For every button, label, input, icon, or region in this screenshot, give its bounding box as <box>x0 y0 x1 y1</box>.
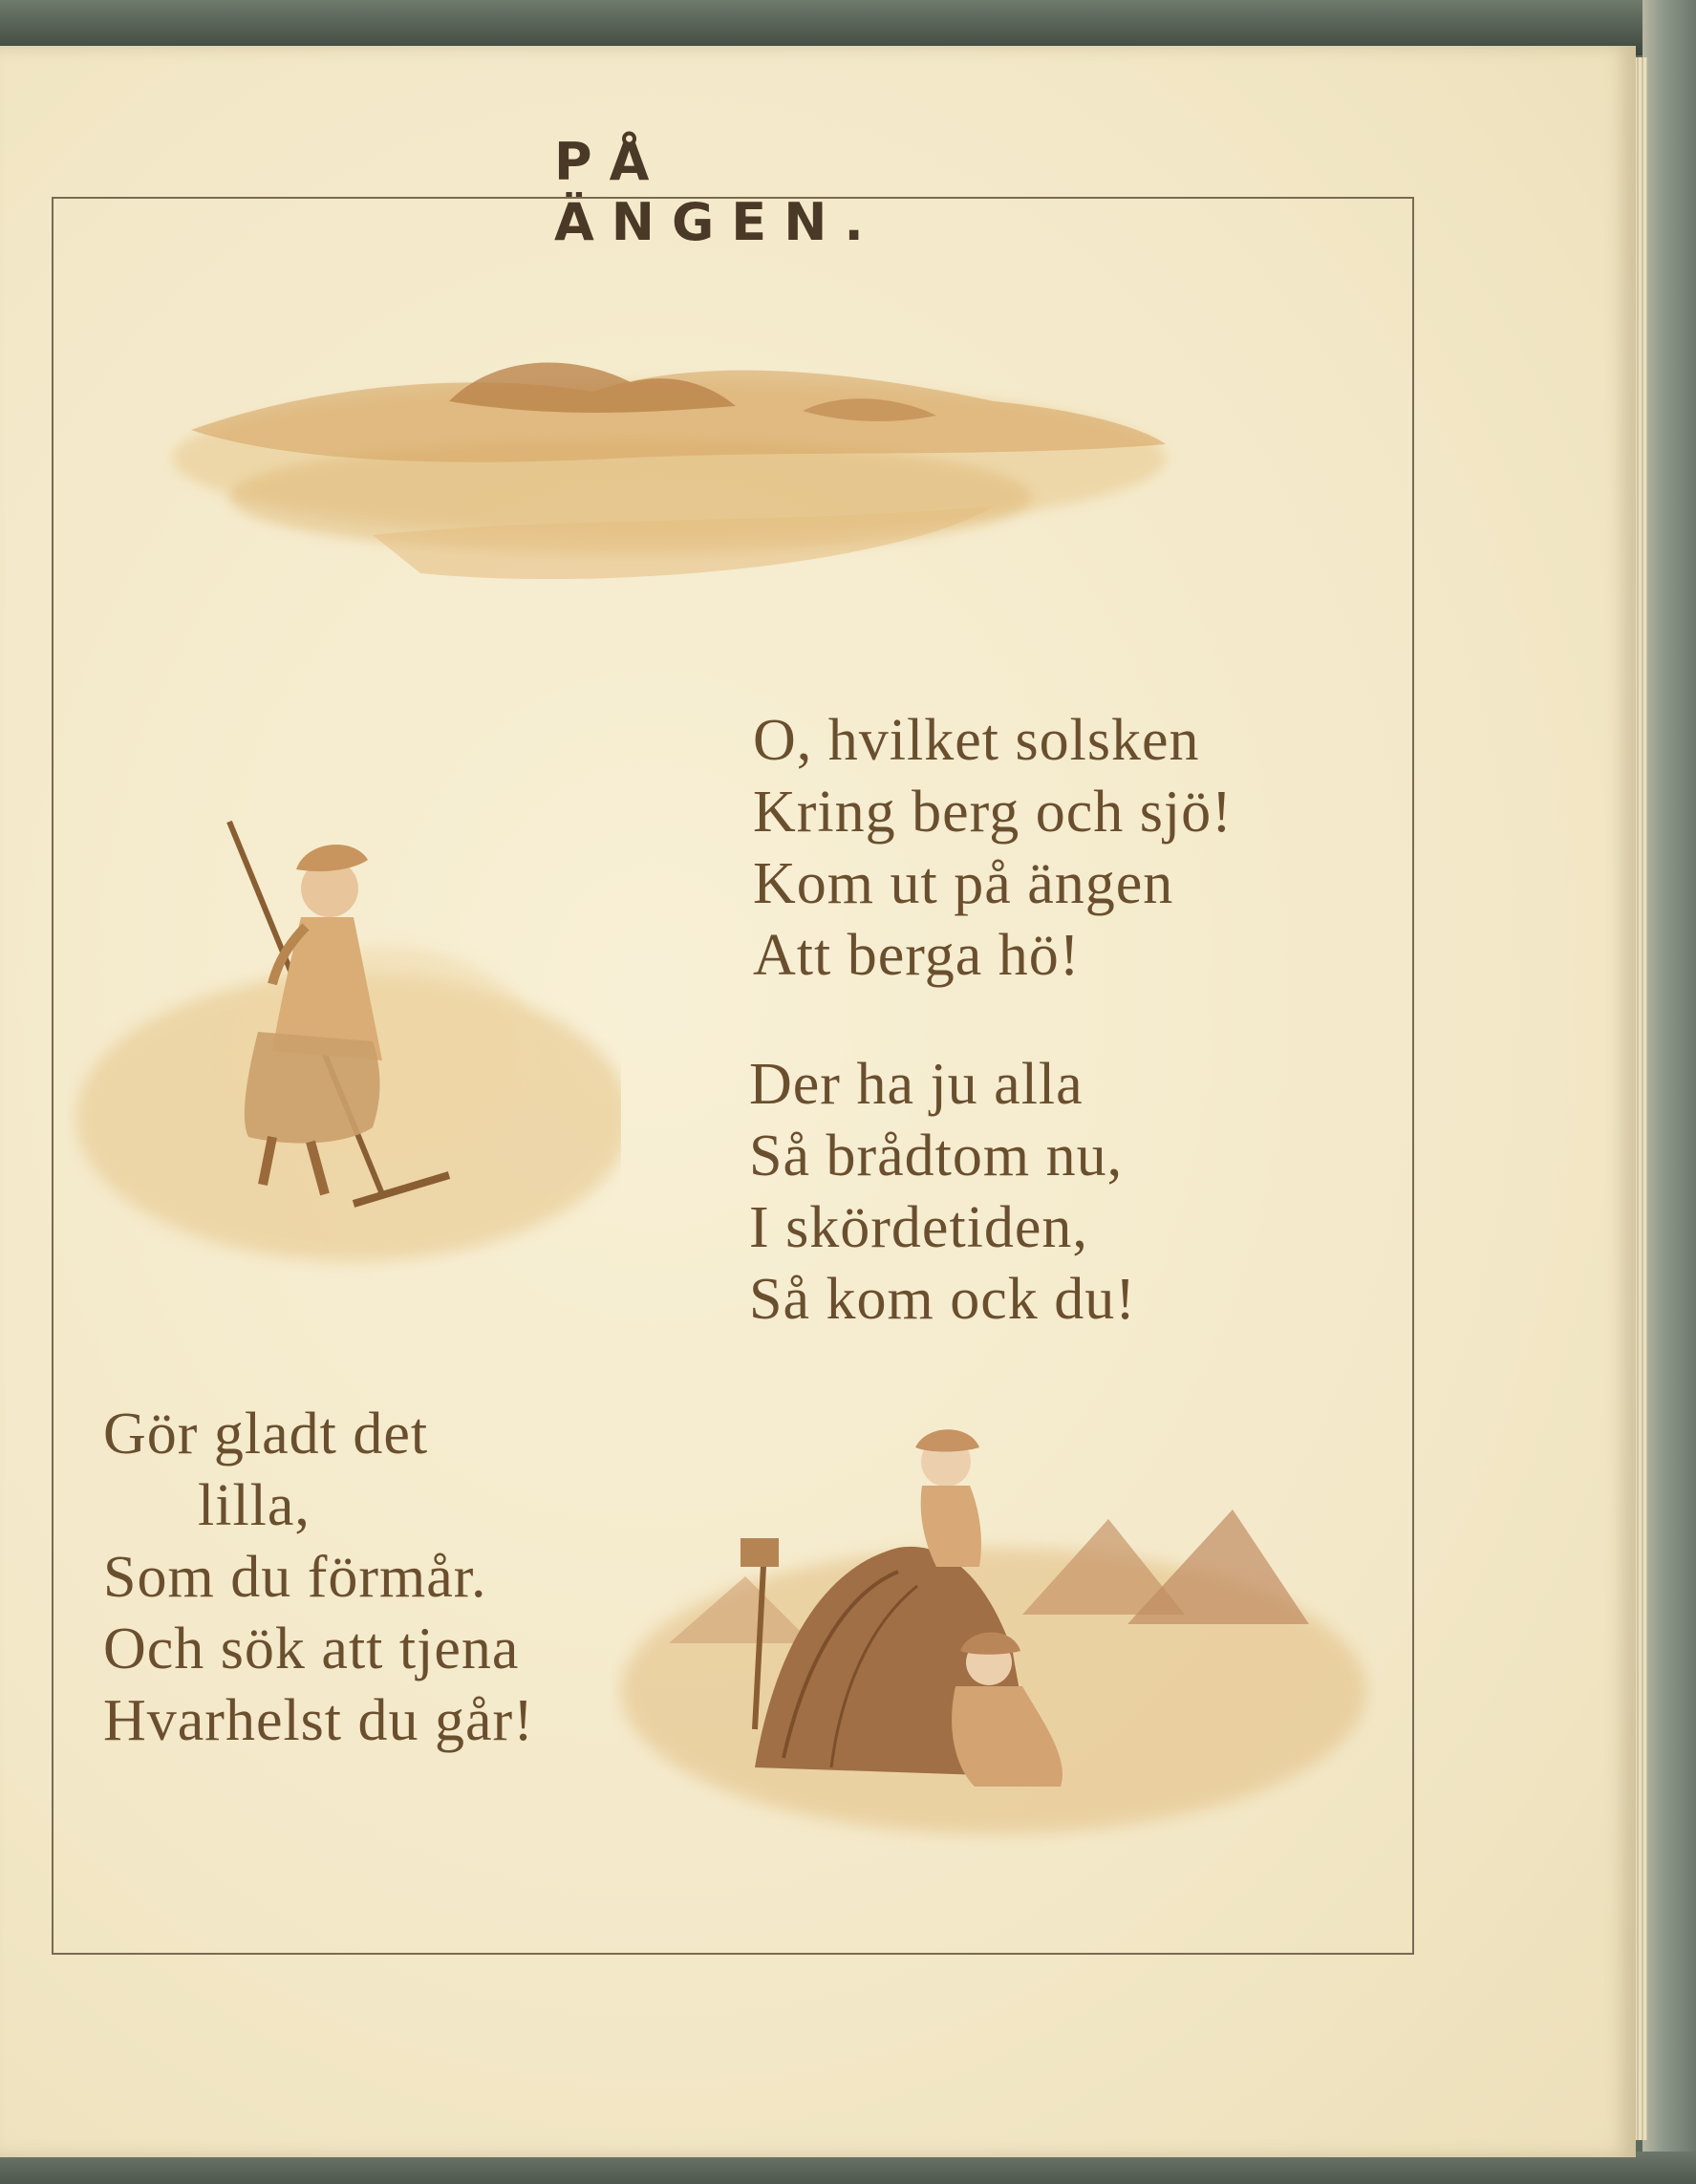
stanza-1 <box>753 705 1233 992</box>
book-cover-edge <box>1642 0 1696 2184</box>
page-title: PÅ ÄNGEN. <box>554 132 881 252</box>
girl-with-rake-illustration <box>67 803 621 1299</box>
verse-line: Der ha ju alla <box>749 1052 1084 1117</box>
stanza-2 <box>749 1049 1136 1336</box>
stanza-3 <box>103 1399 534 1757</box>
verse-line: Kom ut på ängen <box>753 851 1174 916</box>
verse-line: Som du förmår. <box>103 1545 487 1610</box>
verse-line: lilla, <box>103 1473 311 1538</box>
verse-line: Att berga hö! <box>753 923 1081 988</box>
verse-line: O, hvilket solsken <box>753 708 1200 773</box>
verse-line: Kring berg och sjö! <box>753 780 1233 845</box>
verse-line: Hvarhelst du går! <box>103 1688 534 1753</box>
cloud-landscape-illustration <box>134 315 1185 621</box>
verse-line: I skördetiden, <box>749 1195 1088 1260</box>
verse-line: Så brådtom nu, <box>749 1124 1124 1188</box>
verse-line: Och sök att tjena <box>103 1617 520 1681</box>
verse-line: Så kom ock du! <box>749 1267 1136 1332</box>
children-at-haystack-illustration <box>612 1404 1376 1863</box>
verse-line: Gör gladt det <box>103 1402 429 1467</box>
